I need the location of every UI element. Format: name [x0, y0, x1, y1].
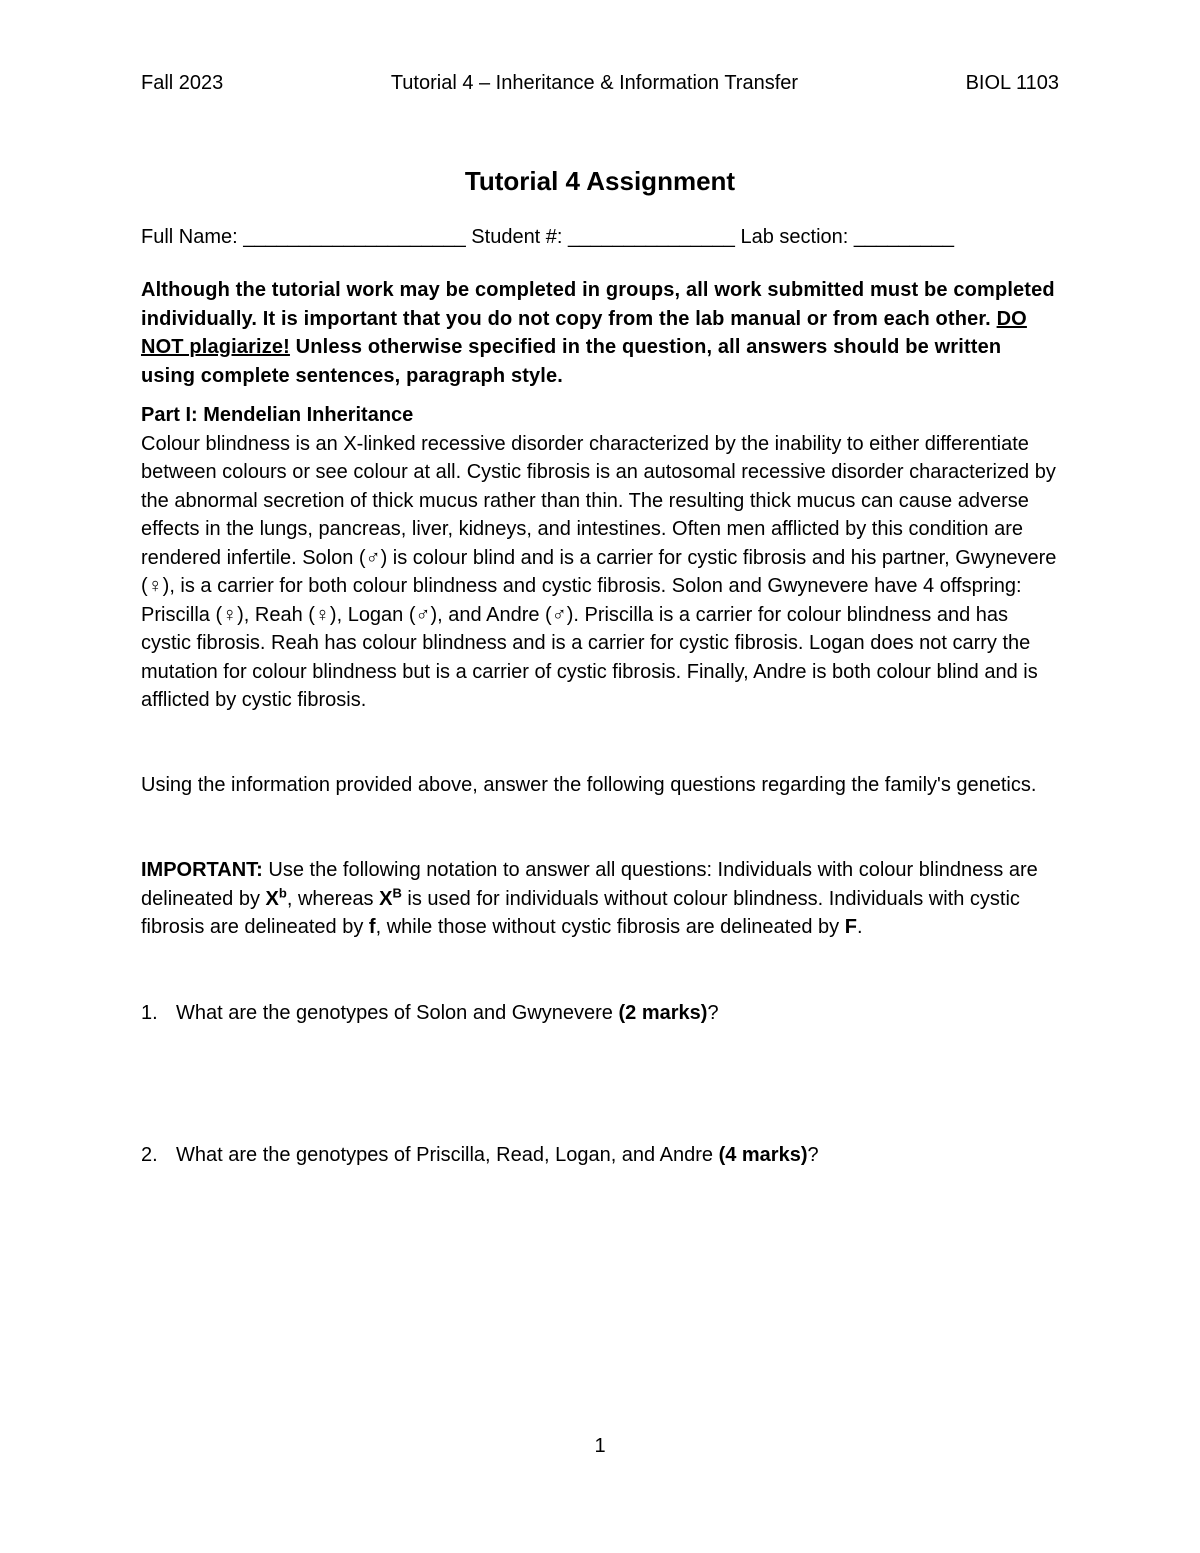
full-name-label: Full Name:	[141, 226, 238, 248]
lab-section-blank: _________	[853, 226, 954, 248]
header-course: BIOL 1103	[965, 72, 1059, 94]
allele-x-colourblind	[265, 884, 287, 910]
question-2	[141, 1141, 1059, 1169]
question-marks: (2 marks)	[618, 1002, 708, 1024]
question-marks: (4 marks)	[718, 1144, 808, 1166]
allele-x1: X	[265, 887, 279, 910]
notation-text-3: is used for individuals without colour blindness. Individuals with cystic fibrosis are delineated by	[141, 887, 1020, 938]
allele-x1-sup: b	[278, 884, 287, 900]
part-one-heading: Part I: Mendelian Inheritance	[141, 404, 414, 426]
allele-x-normal	[379, 884, 402, 910]
question-end: ?	[707, 1002, 719, 1024]
question-text	[176, 999, 719, 1027]
student-info-line	[141, 223, 1059, 252]
header-title: Tutorial 4 – Inheritance & Information Transfer	[390, 72, 799, 94]
notation-paragraph	[141, 856, 1059, 942]
plagiarism-notice	[141, 276, 1059, 390]
notice-text-1: Although the tutorial work may be completed in groups, all work submitted must be completed individually. It is important that you do not copy from the lab manual or from each other.	[141, 279, 1055, 330]
important-label: IMPORTANT:	[141, 859, 263, 881]
question-end: ?	[807, 1144, 819, 1166]
document-title: Tutorial 4 Assignment	[464, 166, 736, 196]
question-number: 1.	[141, 1002, 158, 1024]
allele-f-upper: F	[844, 916, 857, 938]
part-one-body: Colour blindness is an X-linked recessive disorder characterized by the inability to either differentiate between colours or see colour at all. Cystic fibrosis is an autosomal recessive disorder characterized by the abnormal secretion of thick mucus rather than thin. The resulting thick mucus can cause adverse effects in the lungs, pancreas, liver, kidneys, and intestines. Often men afflicted by this condition are rendered infertile. Solon (♂) is colour blind and is a carrier for cystic fibrosis and his partner, Gwynevere (♀), is a carrier for both colour blindness and cystic fibrosis. Solon and Gwynevere have 4 offspring: Priscilla (♀), Reah (♀), Logan (♂), and Andre (♂). Priscilla is a carrier for colour blindness and has cystic fibrosis. Reah has colour blindness and is a carrier for cystic fibrosis. Logan does not carry the mutation for colour blindness but is a carrier of cystic fibrosis. Finally, Andre is both colour blind and is afflicted by cystic fibrosis.	[141, 432, 1057, 711]
allele-x2-sup: B	[392, 884, 402, 900]
lab-section-label: Lab section:	[740, 226, 849, 248]
student-number-blank: _______________	[568, 226, 735, 248]
instructions-paragraph: Using the information provided above, answer the following questions regarding the family's genetics.	[141, 774, 1037, 796]
question-text-main: What are the genotypes of Solon and Gwynevere	[176, 1002, 619, 1024]
notation-text-4: , while those without cystic fibrosis are delineated by	[375, 916, 845, 938]
question-1	[141, 999, 1059, 1027]
notation-text-2: , whereas	[286, 887, 380, 910]
allele-f-lower: f	[368, 916, 376, 938]
full-name-blank: ____________________	[243, 226, 466, 248]
question-text	[176, 1141, 819, 1169]
notice-text-2: Unless otherwise specified in the question, all answers should be written using complete sentences, paragraph style.	[141, 336, 1002, 387]
notation-text-1: Use the following notation to answer all questions: Individuals with colour blindness are delineated by	[141, 859, 1038, 910]
student-number-label: Student #:	[471, 226, 563, 248]
notation-text-5: .	[856, 916, 863, 938]
page-number: 1	[594, 1435, 606, 1457]
allele-x2: X	[379, 887, 393, 910]
question-number: 2.	[141, 1144, 158, 1166]
question-text-main: What are the genotypes of Priscilla, Read, Logan, and Andre	[176, 1144, 719, 1166]
header-term: Fall 2023	[141, 72, 224, 94]
part-one-section	[141, 401, 1059, 715]
page-header	[141, 70, 1059, 96]
notice-underlined: DO NOT plagiarize!	[141, 307, 1027, 358]
